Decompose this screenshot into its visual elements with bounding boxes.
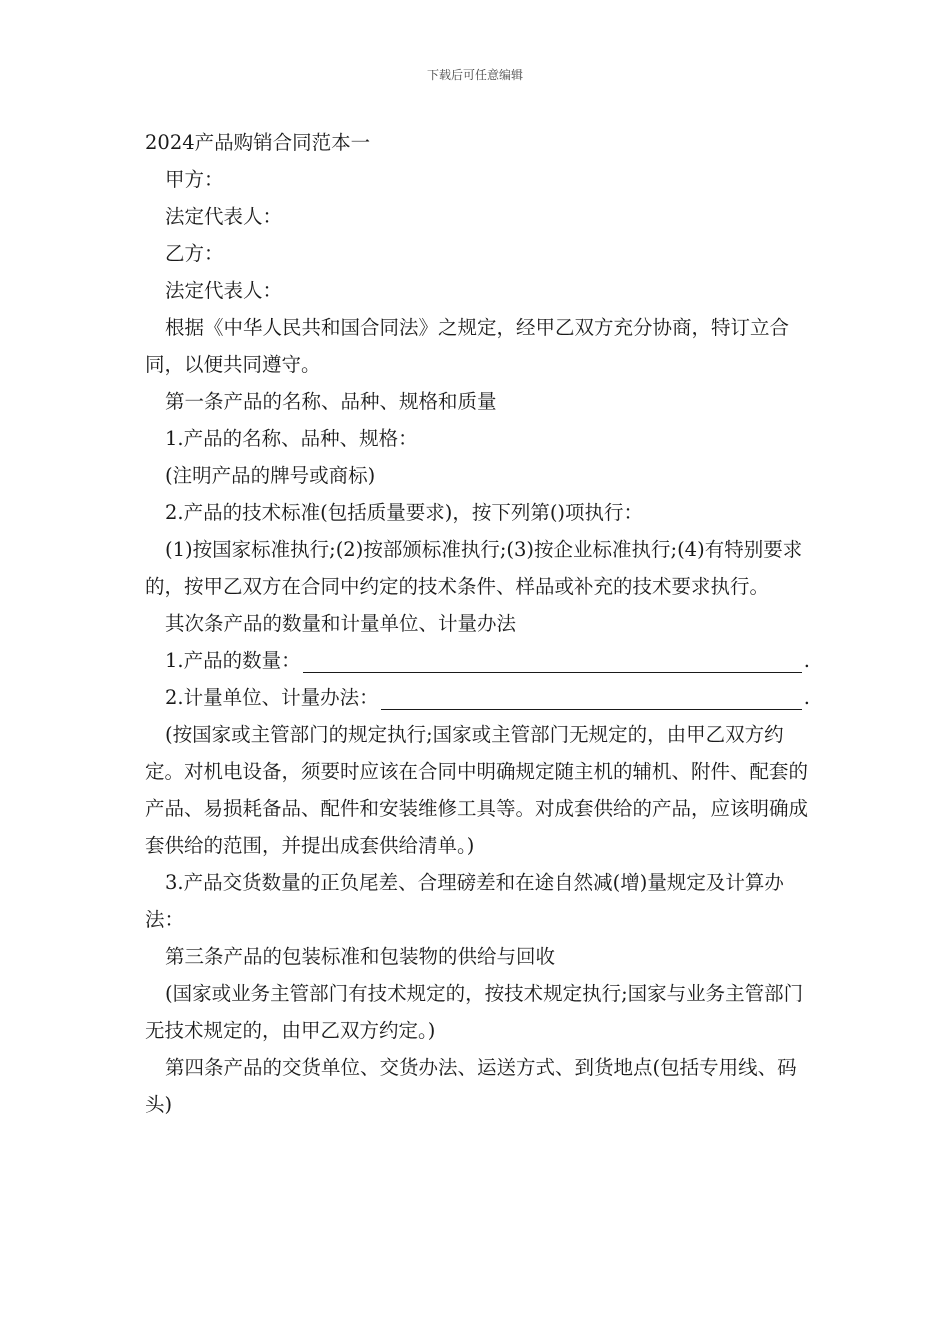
party-a-label: 甲方： bbox=[165, 168, 224, 191]
quantity-field-end: . bbox=[803, 649, 810, 672]
party-a-representative: 法定代表人： bbox=[165, 205, 283, 228]
quantity-blank-line bbox=[303, 645, 802, 673]
article-4-heading: 第四条产品的交货单位、交货办法、运送方式、到货地点(包括专用线、码头) bbox=[145, 1056, 797, 1116]
article-1-item-2-detail: (1)按国家标准执行;(2)按部颁标准执行;(3)按企业标准执行;(4)有特别要求的，按甲乙双方在合同中约定的技术条件、样品或补充的技术要求执行。 bbox=[145, 538, 803, 598]
article-2-item-3: 3.产品交货数量的正负尾差、合理磅差和在途自然减(增)量规定及计算办法： bbox=[145, 871, 784, 931]
quantity-field-row bbox=[145, 642, 810, 679]
page-header-note: 下载后可任意编辑 bbox=[426, 68, 523, 82]
article-1-item-1: 1.产品的名称、品种、规格： bbox=[165, 427, 418, 450]
measurement-field-end: . bbox=[803, 686, 810, 709]
contract-body bbox=[145, 124, 810, 1123]
document-title: 2024产品购销合同范本一 bbox=[145, 131, 371, 154]
measurement-blank-line bbox=[381, 682, 802, 710]
party-b-label: 乙方： bbox=[165, 242, 224, 265]
party-b-representative: 法定代表人： bbox=[165, 279, 283, 302]
article-2-heading: 其次条产品的数量和计量单位、计量办法 bbox=[165, 612, 517, 635]
preamble-paragraph: 根据《中华人民共和国合同法》之规定，经甲乙双方充分协商，特订立合同，以便共同遵守。 bbox=[145, 316, 790, 376]
article-1-item-1-note: (注明产品的牌号或商标) bbox=[165, 464, 376, 487]
article-2-note: (按国家或主管部门的规定执行;国家或主管部门无规定的，由甲乙双方约定。对机电设备，须要时应该在合同中明确规定随主机的辅机、附件、配套的产品、易损耗备品、配件和安装维修工具等。对成套供给的产品，应该明确成套供给的范围，并提出成套供给清单。) bbox=[145, 723, 809, 857]
measurement-field-label: 2.计量单位、计量办法： bbox=[165, 686, 379, 709]
article-3-heading: 第三条产品的包装标准和包装物的供给与回收 bbox=[165, 945, 556, 968]
article-1-item-2: 2.产品的技术标准(包括质量要求)，按下列第()项执行： bbox=[165, 501, 644, 524]
quantity-field-label: 1.产品的数量： bbox=[165, 649, 301, 672]
article-1-heading: 第一条产品的名称、品种、规格和质量 bbox=[165, 390, 497, 413]
measurement-field-row bbox=[145, 679, 810, 716]
article-3-note: (国家或业务主管部门有技术规定的，按技术规定执行;国家与业务主管部门无技术规定的，由甲乙双方约定。) bbox=[145, 982, 804, 1042]
